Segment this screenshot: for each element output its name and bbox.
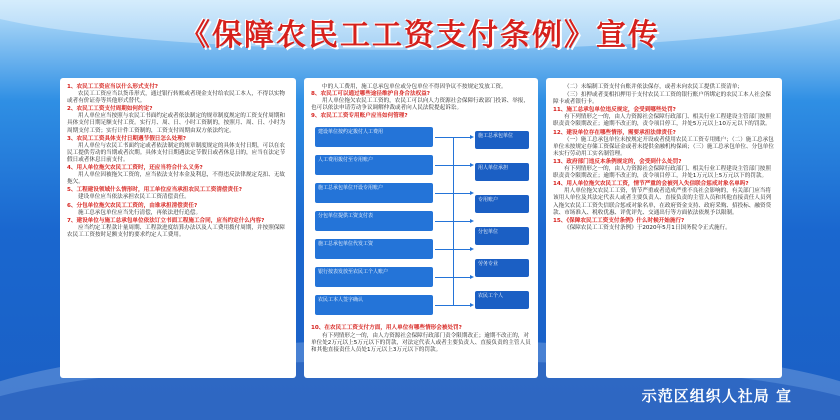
flow-side-node: 专用账户 (475, 195, 529, 213)
mid-answer-8: 用人单位拖欠农民工工资的，农民工可以向人力资源社会保障行政部门投诉、举报，也可以依法申请劳动争议调解仲裁或者向人民法院提起诉讼。 (311, 98, 529, 112)
flow-side-node: 施工总承包单位 (475, 131, 529, 149)
mid-question-10: 10、在农民工工资支付方面，用人单位有哪些情形会被处罚? (311, 325, 462, 332)
flow-node: 人工费用拨付至专用账户 (315, 155, 433, 175)
flow-node: 农民工本人签字确认 (315, 295, 433, 315)
flow-connector (453, 137, 454, 305)
right-answer: 《保障农民工工资支付条例》于2020年5月1日国务院令正式施行。 (564, 224, 731, 231)
left-question: 5、工程建设领域什么情形时，用工单位应当承担农民工工资清偿责任? (67, 187, 242, 194)
left-question: 1、农民工工资应当以什么形式支付? (67, 84, 159, 90)
mid-intro-text: 中的人工费用，施工总承包单位或分包单位不得因争议不按规定发放工资。 (322, 84, 507, 90)
flow-node: 施工总承包单位开设专用账户 (315, 183, 433, 203)
mid-answer-10: 有下列情形之一的，由人力资源社会保障行政部门责令限期改正；逾期不改正的，对单位处2万元以上5万元以下的罚款，对法定代表人或者主要负责人、直接负责的主管人员和其他直接责任人员处1万元以上3万元以下的罚款。 (311, 332, 531, 353)
mid-question-9: 9、农民工工资专用账户应当如何管理? (311, 113, 408, 120)
left-answer: 施工总承包单位应当先行清偿，再依法进行追偿。 (78, 209, 202, 216)
right-question: 15、《保障农民工工资支付条例》什么时候开始施行? (553, 217, 685, 224)
right-panel (546, 78, 782, 378)
right-answer: （一）施工总承包单位未按规定开设或者使用农民工工资专用账户；（二）施工总承包单位未按规定存储工资保证金或者未提供金融机构保函；（三）施工总承包单位、分包单位未实行劳动用工实名制管理。 (553, 136, 774, 157)
left-answer: 用人单位因被拖欠工资的，应当依法支付本金及利息，不得违反法律规定克扣、无故拖欠。 (67, 172, 285, 186)
flow-node: 分包单位提供工资支付表 (315, 211, 433, 231)
left-answer: 应当约定工程款计量周期、工程款进度结算办法以及人工费用拨付周期，并按照保障农民工工资按时足额支付的要求约定人工费用。 (67, 224, 285, 238)
left-answer: 用人单位应当按照与农民工书面约定或者依法制定的规章制度规定的工资支付周期和具体支付日期足额支付工资。实行月、周、日、小时工资制的，按照月、周、日、小时为周期支付工资；实行计件工资制的，工资支付周期由双方依法约定。 (67, 113, 286, 134)
left-question: 2、农民工工资支付周期如何约定? (67, 106, 153, 113)
left-question: 6、分包单位拖欠农民工工资的，由谁承担清偿责任? (67, 202, 198, 209)
left-answer: 用人单位与农民工书面约定或者依法制定的规章制度规定的具体支付日期，可以在农民工提供劳动的当期或者次期。具体支付日期遇法定节假日或者休息日的，应当在法定节假日或者休息日前支付。 (67, 142, 286, 163)
flow-side-node: 分包单位 (475, 227, 529, 245)
flow-node: 施工总承包单位代发工资 (315, 239, 433, 259)
middle-panel (304, 78, 538, 378)
left-question: 3、农民工工资具体支付日期遇节假日怎么处理? (67, 135, 187, 142)
left-question: 4、用人单位拖欠农民工工资时，还应当符合什么义务? (67, 165, 203, 172)
poster-title: 《保障农民工工资支付条例》宣传 (180, 18, 660, 53)
right-question: 11、施工总承包单位违反规定，会受到哪些处罚? (553, 107, 676, 114)
flow-side-node: 劳务专业 (475, 259, 529, 277)
flow-node: 银行按表发放至农民工个人账户 (315, 267, 433, 287)
flow-arrow (435, 305, 471, 306)
left-panel (60, 78, 296, 378)
right-question: 13、政府部门违反本条例规定的，会受到什么处罚? (553, 158, 682, 165)
right-answer: （二）未编制工资支付台账并依法保存，或者未向农民工提供工资清单； (564, 84, 744, 90)
right-answer: 用人单位拖欠农民工工资，情节严重或者造成严重不良社会影响的，有关部门应当将该用人单位及其法定代表人或者主要负责人、直接负责的主管人员和其他直接责任人员列入拖欠农民工工资失信联合惩戒对象名单，在政府资金支持、政府采购、招投标、融资贷款、市场准入、税收优惠、评优评先、交通出行等方面依法依规予以限制。 (553, 188, 772, 216)
right-question: 12、建设单位存在哪些情形，需要承担法律责任? (553, 129, 676, 136)
left-answer: 建设单位应当依法承担农民工工资清偿责任。 (78, 194, 190, 201)
mid-question-8: 8、农民工可以通过哪些途径维护自身合法权益? (311, 91, 431, 98)
flow-node: 建设单位按约定拨付人工费用 (315, 127, 433, 147)
left-question: 7、建设单位与施工总承包单位依法订立书面工程施工合同，应当约定什么内容? (67, 217, 265, 224)
flow-side-node: 用人单位承担 (475, 163, 529, 181)
right-question: 14、用人单位拖欠农民工工资，情节严重的会被列入失信联合惩戒对象名单吗? (553, 181, 749, 188)
footer-issuer: 示范区组织人社局 宣 (641, 387, 792, 405)
right-answer: 有下列情形之一的，由人力资源社会保障行政部门、相关行业工程建设主管部门按照职责责令限期改正；逾期不改正的，责令项目停工，并处5万元以上10万元以下的罚款。 (553, 114, 771, 128)
flowchart (311, 123, 531, 323)
left-answer: 农民工工资应当以货币形式，通过银行转账或者现金支付给农民工本人，不得以实物或者有价证券等其他形式替代。 (67, 91, 285, 105)
flow-side-node: 农民工个人 (475, 291, 529, 309)
right-answer: （三）扣押或者变相扣押用于支付农民工工资的银行账户所绑定的农民工本人社会保障卡或者银行卡。 (553, 92, 771, 106)
right-answer: 有下列情形之一的，由人力资源社会保障行政部门、相关行业工程建设主管部门按照职责责令限期改正；逾期不改正的，责令项目停工，并处1万元以上5万元以下的罚款。 (553, 166, 771, 180)
